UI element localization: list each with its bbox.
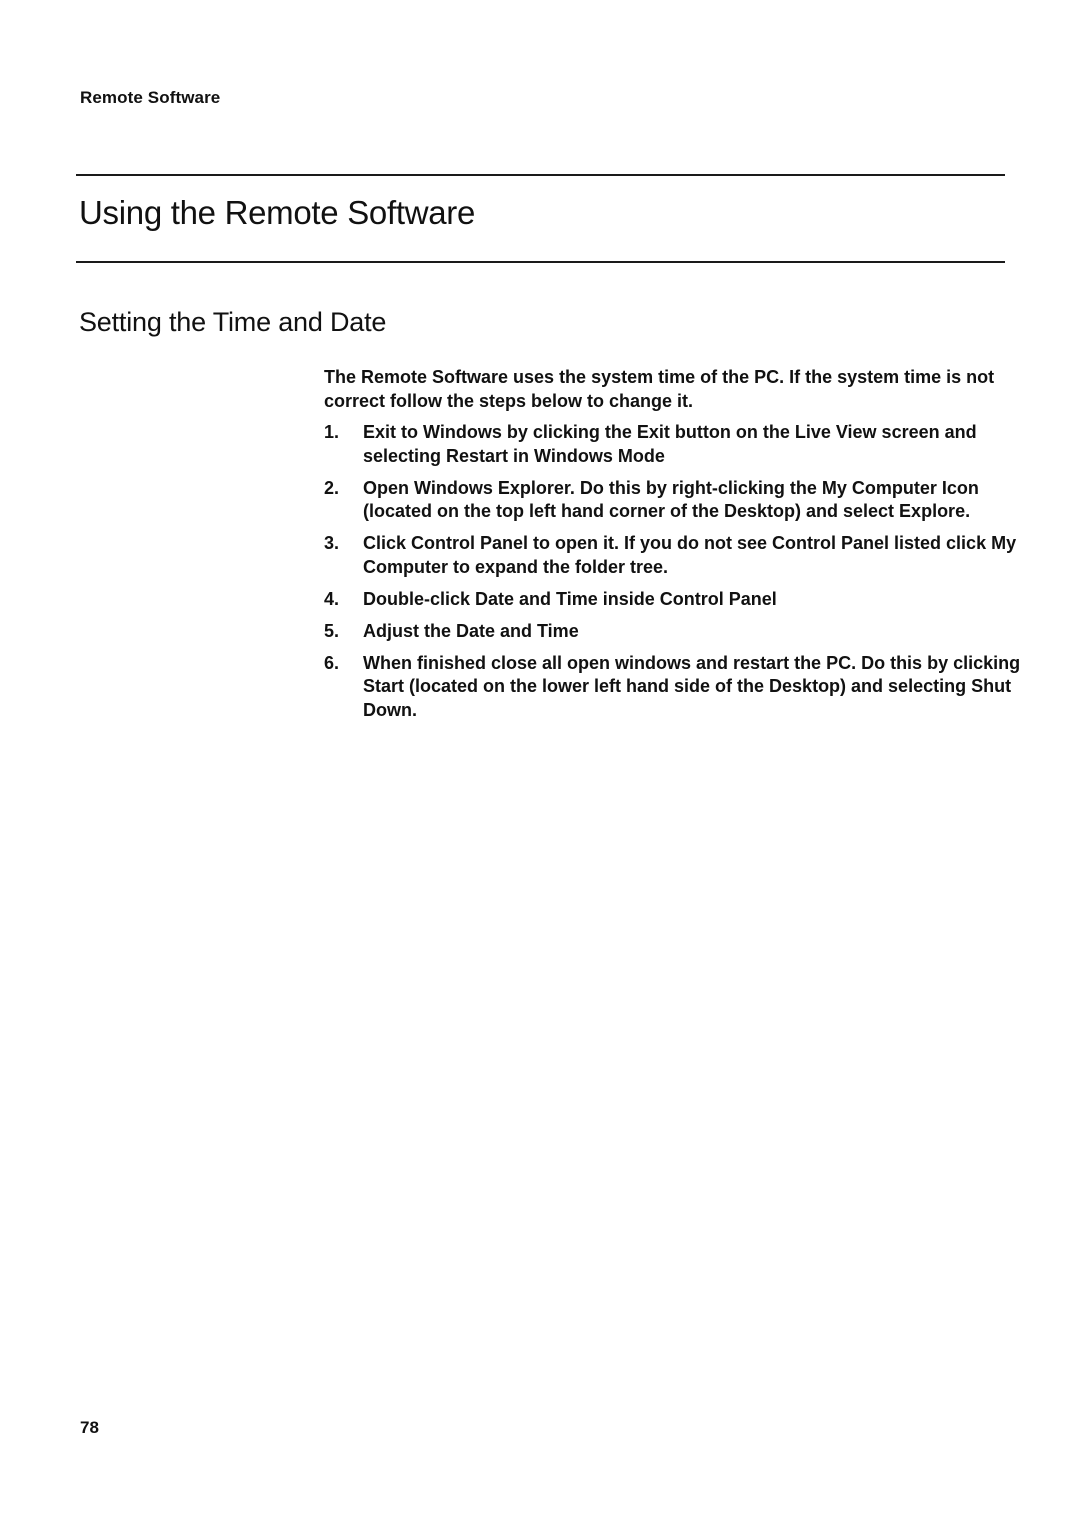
step-text: Adjust the Date and Time <box>363 620 579 641</box>
step-number: 2. <box>324 477 340 498</box>
step-text: Click Control Panel to open it. If you do not see Control Panel listed click My Computer to expand the folder tree. <box>363 533 1017 577</box>
step-item <box>324 532 1024 579</box>
step-number: 4. <box>324 588 340 609</box>
step-number: 6. <box>324 652 340 673</box>
section-body <box>324 366 1024 731</box>
step-item <box>324 588 1024 612</box>
steps-list <box>324 421 1024 722</box>
section-title: Setting the Time and Date <box>79 307 387 337</box>
running-header: Remote Software <box>80 88 221 107</box>
step-item <box>324 477 1024 524</box>
bottom-rule <box>76 261 1005 263</box>
step-item <box>324 620 1024 644</box>
top-rule <box>76 174 1005 176</box>
intro-paragraph: The Remote Software uses the system time of the PC. If the system time is not correct follow the steps below to change it. <box>324 367 995 411</box>
step-item <box>324 421 1024 468</box>
step-text: Open Windows Explorer. Do this by right-clicking the My Computer Icon (located on the top left hand corner of the Desktop) and select Explore. <box>363 477 979 521</box>
step-number: 3. <box>324 533 340 553</box>
step-number: 5. <box>324 620 340 641</box>
step-text: Double-click Date and Time inside Control Panel <box>363 588 777 609</box>
step-number: 1. <box>324 422 340 442</box>
step-text: When finished close all open windows and restart the PC. Do this by clicking Start (located on the lower left hand side of the Desktop) and selecting Shut Down. <box>363 652 1021 720</box>
chapter-title: Using the Remote Software <box>79 194 476 231</box>
page-number: 78 <box>80 1418 99 1437</box>
step-text: Exit to Windows by clicking the Exit button on the Live View screen and selecting Restart in Windows Mode <box>363 422 977 466</box>
step-item <box>324 652 1024 723</box>
